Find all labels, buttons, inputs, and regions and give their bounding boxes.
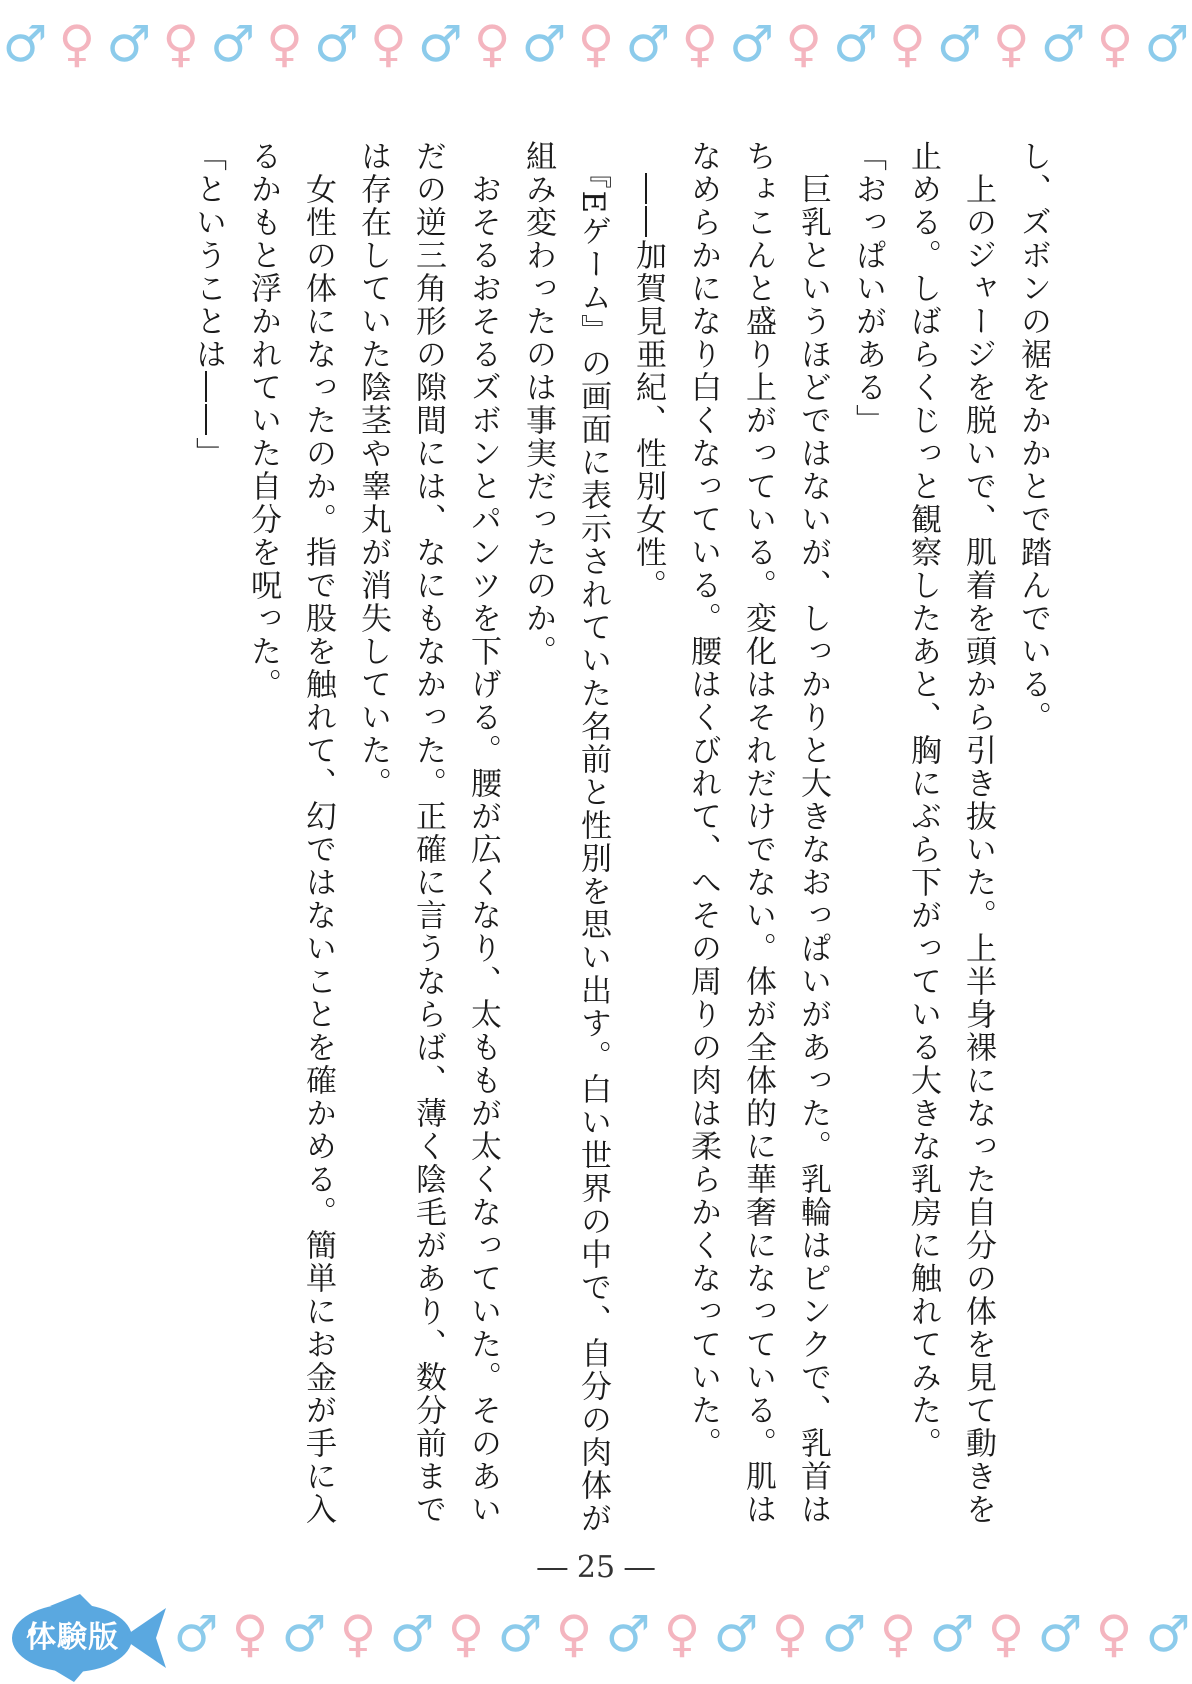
female-symbol-icon: ♀ [771,1605,809,1663]
female-symbol-icon: ♀ [162,15,200,73]
male-symbol-icon: ♂ [1145,1605,1191,1663]
female-symbol-icon: ♀ [58,15,96,73]
male-symbol-icon: ♂ [2,15,48,73]
paragraph: し、ズボンの裾をかかとで踏んでいる。 [1015,140,1051,734]
paragraph: おそるおそるズボンとパンツを下げる。腰が広くなり、太ももが太くなっていた。そのあいだの逆三角形の隙間には、なにもなかった。正確に言うならば、薄く陰毛があり、数分前までは存在していた陰茎や睾丸が消失していた。 [355,140,501,1526]
male-symbol-icon: ♂ [106,15,152,73]
top-gender-symbol-border [0,14,1192,74]
female-symbol-icon: ♀ [447,1605,485,1663]
paragraph: 「ということは――」 [190,140,226,470]
female-symbol-icon: ♀ [785,15,822,73]
female-symbol-icon: ♀ [266,15,303,73]
female-symbol-icon: ♀ [1096,15,1134,73]
paragraph: ――加賀見亜紀、性別女性。 [630,140,666,602]
male-symbol-icon: ♂ [314,15,359,73]
female-symbol-icon: ♀ [681,15,719,73]
female-symbol-icon: ♀ [663,1605,701,1663]
bottom-gender-symbol-border [160,1604,1192,1664]
female-symbol-icon: ♀ [992,15,1030,73]
male-symbol-icon: ♂ [821,1605,867,1663]
female-symbol-icon: ♀ [473,15,511,73]
page-number: ― 25 ― [537,1550,655,1585]
female-symbol-icon: ♀ [1095,1605,1133,1663]
male-symbol-icon: ♂ [929,1605,975,1663]
male-symbol-icon: ♂ [497,1605,543,1663]
male-symbol-icon: ♂ [833,15,878,73]
female-symbol-icon: ♀ [231,1605,269,1663]
male-symbol-icon: ♂ [521,15,567,73]
female-symbol-icon: ♀ [339,1605,377,1663]
female-symbol-icon: ♀ [987,1605,1025,1663]
male-symbol-icon: ♂ [713,1605,759,1663]
paragraph: 上のジャージを脱いで、肌着を頭から引き抜いた。上半身裸になった自分の体を見て動きを止める。しばらくじっと観察したあと、胸にぶら下がっている大きな乳房に触れてみた。 [905,140,996,1526]
male-symbol-icon: ♂ [417,15,463,73]
trial-version-badge [10,1590,170,1684]
male-symbol-icon: ♂ [389,1605,435,1663]
paragraph: 『Eゲーム』の画面に表示されていた名前と性別を思い出す。白い世界の中で、自分の肉体が組み変わったのは事実だったのか。 [520,140,611,1536]
male-symbol-icon: ♂ [1040,15,1086,73]
paragraph: 巨乳というほどではないが、しっかりと大きなおっぱいがあった。乳輪はピンクで、乳首はちょこんと盛り上がっている。変化はそれだけでない。体が全体的に華奢になっている。肌はなめらかになり白くなっている。腰はくびれて、へその周りの肉は柔らかくなっていた。 [685,140,831,1526]
paragraph: 女性の体になったのか。指で股を触れて、幻ではないことを確かめる。簡単にお金が手に入るかもと浮かれていた自分を呪った。 [245,140,336,1526]
male-symbol-icon: ♂ [173,1605,219,1663]
male-symbol-icon: ♂ [936,15,982,73]
male-symbol-icon: ♂ [625,15,671,73]
male-symbol-icon: ♂ [605,1605,651,1663]
male-symbol-icon: ♂ [1144,15,1190,73]
vertical-body-text [110,140,1060,1540]
male-symbol-icon: ♂ [281,1605,327,1663]
female-symbol-icon: ♀ [889,15,926,73]
female-symbol-icon: ♀ [577,15,615,73]
female-symbol-icon: ♀ [370,15,407,73]
male-symbol-icon: ♂ [729,15,775,73]
female-symbol-icon: ♀ [879,1605,917,1663]
trial-version-label: 体験版 [26,1620,119,1655]
paragraph: 「おっぱいがある」 [850,140,886,437]
male-symbol-icon: ♂ [1037,1605,1083,1663]
female-symbol-icon: ♀ [555,1605,593,1663]
male-symbol-icon: ♂ [210,15,256,73]
